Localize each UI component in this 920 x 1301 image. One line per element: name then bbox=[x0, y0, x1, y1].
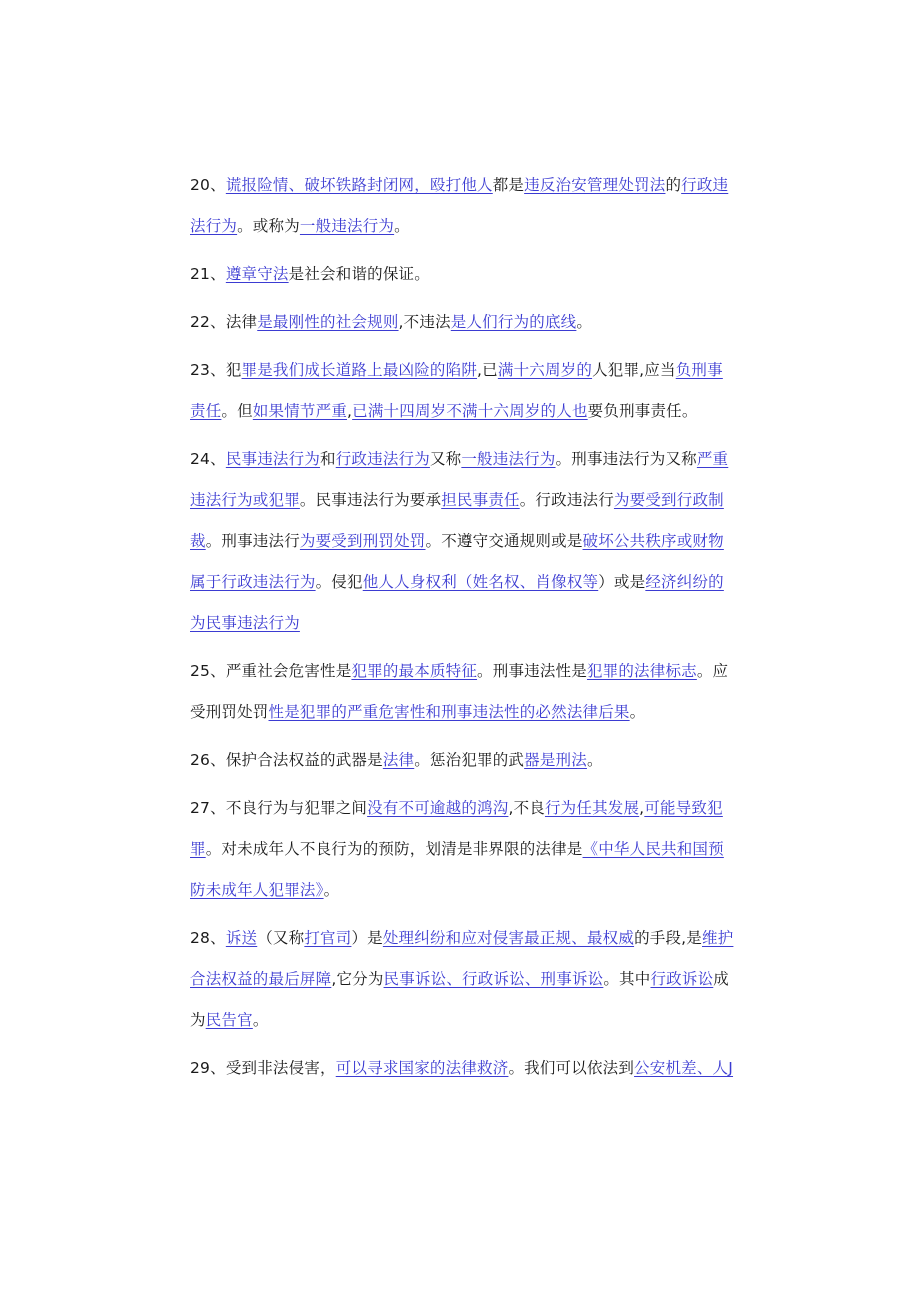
hyperlink-text[interactable]: 器是刑法 bbox=[524, 751, 587, 769]
plain-text: 21、 bbox=[190, 265, 226, 283]
plain-text: 25、严重社会危害性是 bbox=[190, 662, 352, 680]
hyperlink-text[interactable]: 民告官 bbox=[205, 1011, 253, 1029]
plain-text: （又称 bbox=[257, 929, 305, 947]
plain-text: 。惩治犯罪的武 bbox=[414, 751, 525, 769]
hyperlink-text[interactable]: 处理纠纷和应对侵害最正规、最权威 bbox=[382, 929, 635, 947]
hyperlink-text[interactable]: 可以寻求国家的法律救济 bbox=[335, 1059, 509, 1077]
plain-text: 人犯罪,应当 bbox=[592, 361, 676, 379]
paragraph-item bbox=[190, 918, 735, 1041]
hyperlink-text[interactable]: 维护合法权益的最后屏障 bbox=[190, 929, 734, 988]
hyperlink-text[interactable]: 性是犯罪的严重危害性和刑事违法性的必然法律后果 bbox=[268, 703, 630, 721]
plain-text: 29、受到非法侵害， bbox=[190, 1059, 336, 1077]
plain-text: 。但 bbox=[221, 402, 253, 420]
hyperlink-text[interactable]: 犯罪的最本质特征 bbox=[351, 662, 478, 680]
paragraph-item bbox=[190, 1048, 735, 1089]
paragraph-item bbox=[190, 350, 735, 432]
plain-text: 。刑事违法性是 bbox=[477, 662, 587, 680]
hyperlink-text[interactable]: 行政诉讼 bbox=[650, 970, 714, 988]
plain-text: ）是 bbox=[351, 929, 383, 947]
plain-text: , bbox=[639, 799, 645, 817]
hyperlink-text[interactable]: 打官司 bbox=[304, 929, 352, 947]
hyperlink-text[interactable]: 已满十四周岁不满十六周岁的人也 bbox=[352, 402, 588, 420]
hyperlink-text[interactable]: 行为任其发展 bbox=[544, 799, 640, 817]
plain-text: 是社会和谐的保证。 bbox=[288, 265, 430, 283]
hyperlink-text[interactable]: 行政违法行为 bbox=[190, 176, 729, 235]
plain-text: 。 bbox=[586, 751, 603, 769]
plain-text: 27、不良行为与犯罪之间 bbox=[190, 799, 368, 817]
plain-text: ,它分为 bbox=[331, 970, 384, 988]
hyperlink-text[interactable]: 法律 bbox=[382, 751, 415, 769]
paragraph-item bbox=[190, 254, 735, 295]
hyperlink-text[interactable]: 是人们行为的底线 bbox=[450, 313, 577, 331]
plain-text: 。 bbox=[576, 313, 593, 331]
document-page bbox=[190, 165, 735, 1096]
hyperlink-text[interactable]: 犯罪的法律标志 bbox=[586, 662, 697, 680]
hyperlink-text[interactable]: 为要受到行政制裁 bbox=[190, 491, 724, 550]
hyperlink-text[interactable]: 民事违法行为 bbox=[225, 450, 321, 468]
hyperlink-text[interactable]: 谎报险情、破坏铁路封闭网，殴打他人 bbox=[225, 176, 493, 194]
plain-text: 。我们可以依法到 bbox=[508, 1059, 635, 1077]
hyperlink-text[interactable]: 破坏公共秩序或财物属于行政违法行为 bbox=[190, 532, 724, 591]
paragraph-item bbox=[190, 165, 735, 247]
hyperlink-text[interactable]: 严重违法行为或犯罪 bbox=[190, 450, 729, 509]
plain-text: 。 bbox=[323, 881, 340, 899]
paragraph-item bbox=[190, 302, 735, 343]
plain-text: 都是 bbox=[492, 176, 525, 194]
plain-text: 。民事违法行为要承 bbox=[299, 491, 442, 509]
hyperlink-text[interactable]: 为要受到刑罚处罚 bbox=[299, 532, 426, 550]
hyperlink-text[interactable]: 是最刚性的社会规则 bbox=[257, 313, 399, 331]
plain-text: ,不良 bbox=[508, 799, 545, 817]
plain-text: 26、保护合法权益的武器是 bbox=[190, 751, 383, 769]
hyperlink-text[interactable]: 一般违法行为 bbox=[299, 217, 395, 235]
hyperlink-text[interactable]: 一般违法行为 bbox=[461, 450, 556, 468]
hyperlink-text[interactable]: 罪是我们成长道路上最凶险的陷阱 bbox=[241, 361, 478, 379]
plain-text: 又称 bbox=[429, 450, 462, 468]
hyperlink-text[interactable]: 诉送 bbox=[225, 929, 258, 947]
plain-text: 。其中 bbox=[603, 970, 651, 988]
hyperlink-text[interactable]: 遵章守法 bbox=[225, 265, 289, 283]
hyperlink-text[interactable]: 负刑事责任 bbox=[190, 361, 723, 420]
plain-text: , bbox=[347, 402, 353, 420]
plain-text: 。刑事违法行为又称 bbox=[555, 450, 697, 468]
plain-text: 和 bbox=[320, 450, 336, 468]
paragraph-item bbox=[190, 651, 735, 733]
hyperlink-text[interactable]: 担民事责任 bbox=[441, 491, 520, 509]
hyperlink-text[interactable]: 满十六周岁的 bbox=[497, 361, 593, 379]
plain-text: 。侵犯 bbox=[315, 573, 363, 591]
paragraph-item bbox=[190, 740, 735, 781]
paragraph-item bbox=[190, 788, 735, 911]
hyperlink-text[interactable]: 违反治安管理处罚法 bbox=[524, 176, 666, 194]
hyperlink-text[interactable]: 公安机差、人J bbox=[634, 1059, 734, 1077]
hyperlink-text[interactable]: 如果情节严重 bbox=[252, 402, 348, 420]
hyperlink-text[interactable]: 没有不可逾越的鸿沟 bbox=[367, 799, 509, 817]
plain-text: 的手段,是 bbox=[634, 929, 702, 947]
plain-text: 的 bbox=[665, 176, 682, 194]
hyperlink-text[interactable]: 可能导致犯罪 bbox=[190, 799, 723, 858]
plain-text: 。行政违法行 bbox=[519, 491, 614, 509]
hyperlink-text[interactable]: 《中华人民共和国预防未成年人犯罪法》 bbox=[190, 840, 724, 899]
plain-text: 。 bbox=[252, 1011, 269, 1029]
plain-text: 。刑事违法行 bbox=[205, 532, 300, 550]
plain-text: 。 bbox=[394, 217, 410, 235]
hyperlink-text[interactable]: 经济纠纷的为民事违法行为 bbox=[190, 573, 724, 632]
plain-text: 。 bbox=[629, 703, 646, 721]
plain-text: 24、 bbox=[190, 450, 226, 468]
plain-text: 23、犯 bbox=[190, 361, 242, 379]
plain-text: 。或称为 bbox=[237, 217, 300, 235]
plain-text: 28、 bbox=[190, 929, 226, 947]
plain-text: ）或是 bbox=[598, 573, 646, 591]
plain-text: 20、 bbox=[190, 176, 226, 194]
hyperlink-text[interactable]: 行政违法行为 bbox=[335, 450, 430, 468]
plain-text: 成为 bbox=[190, 970, 729, 1029]
plain-text: ,不违法 bbox=[398, 313, 451, 331]
hyperlink-text[interactable]: 民事诉讼、行政诉讼、刑事诉讼 bbox=[383, 970, 604, 988]
plain-text: 。应受刑罚处罚 bbox=[190, 662, 729, 721]
hyperlink-text[interactable]: 他人人身权利（姓名权、肖像权等 bbox=[362, 573, 599, 591]
plain-text: 22、法律 bbox=[190, 313, 258, 331]
plain-text: ,已 bbox=[477, 361, 498, 379]
plain-text: 。对未成年人不良行为的预防，划清是非界限的法律是 bbox=[205, 840, 583, 858]
plain-text: 要负刑事责任。 bbox=[587, 402, 698, 420]
paragraph-item bbox=[190, 439, 735, 644]
plain-text: 。不遵守交通规则或是 bbox=[425, 532, 583, 550]
